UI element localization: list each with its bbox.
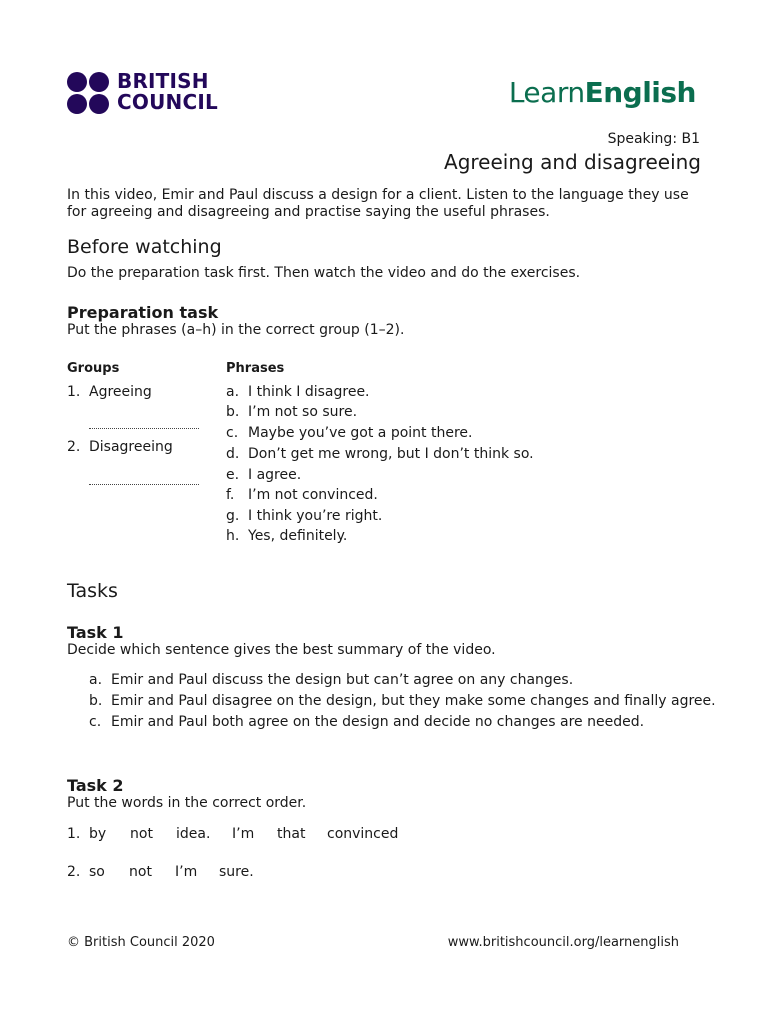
word: by: [89, 826, 107, 842]
logo-wordmark: [117, 71, 218, 113]
word: not: [129, 864, 152, 880]
phrases-label: Phrases: [226, 361, 285, 376]
logo-line-2: COUNCIL: [117, 90, 218, 114]
learn-logo-bold: English: [584, 76, 696, 109]
phrase-text: I think you’re right.: [248, 508, 383, 524]
task2-instruction: Put the words in the correct order.: [67, 795, 307, 811]
item-number: 1.: [67, 826, 81, 842]
phrase-letter: g.: [226, 508, 240, 524]
before-watching-heading: Before watching: [67, 236, 222, 258]
group-label: Disagreeing: [89, 439, 173, 455]
group-number: 2.: [67, 439, 81, 455]
phrase-letter: e.: [226, 467, 240, 483]
phrase-letter: c.: [226, 425, 239, 441]
logo-dot: [67, 72, 87, 92]
group-label: Agreeing: [89, 384, 152, 400]
word: I’m: [175, 864, 198, 880]
group-number: 1.: [67, 384, 81, 400]
phrase-letter: f.: [226, 487, 235, 503]
option-text: Emir and Paul discuss the design but can’t agree on any changes.: [111, 672, 574, 688]
phrase-text: Don’t get me wrong, but I don’t think so.: [248, 446, 534, 462]
groups-label: Groups: [67, 361, 120, 376]
task1-instruction: Decide which sentence gives the best summary of the video.: [67, 642, 496, 658]
learnenglish-logo: [509, 76, 696, 110]
option-letter: b.: [89, 693, 103, 709]
intro-text: In this video, Emir and Paul discuss a design for a client. Listen to the language they use for agreeing and disagreeing and practise saying the useful phrases.: [67, 187, 689, 220]
phrase-text: Yes, definitely.: [248, 528, 348, 544]
phrase-text: Maybe you’ve got a point there.: [248, 425, 473, 441]
word: I’m: [232, 826, 255, 842]
phrase-text: I’m not so sure.: [248, 404, 358, 420]
word: not: [130, 826, 153, 842]
phrase-text: I’m not convinced.: [248, 487, 378, 503]
phrase-text: I agree.: [248, 467, 302, 483]
logo-dot: [67, 94, 87, 114]
option-letter: c.: [89, 714, 102, 730]
logo-dot: [89, 72, 109, 92]
task2-heading: Task 2: [67, 776, 124, 795]
answer-line[interactable]: [89, 428, 199, 429]
phrase-letter: a.: [226, 384, 240, 400]
option-text: Emir and Paul disagree on the design, but they make some changes and finally agree.: [111, 693, 716, 709]
tasks-heading: Tasks: [67, 580, 118, 602]
copyright: © British Council 2020: [67, 935, 215, 950]
logo-line-1: BRITISH: [117, 69, 209, 93]
word: convinced: [327, 826, 399, 842]
phrase-letter: h.: [226, 528, 240, 544]
page-title: Agreeing and disagreeing: [444, 150, 701, 174]
logo-dot: [89, 94, 109, 114]
task1-heading: Task 1: [67, 623, 124, 642]
british-council-logo: [67, 69, 227, 116]
before-watching-text: Do the preparation task first. Then watch the video and do the exercises.: [67, 265, 581, 281]
word: sure.: [219, 864, 254, 880]
phrase-text: I think I disagree.: [248, 384, 370, 400]
preparation-task-heading: Preparation task: [67, 303, 219, 322]
learn-logo-light: Learn: [508, 76, 585, 109]
option-text: Emir and Paul both agree on the design and decide no changes are needed.: [111, 714, 645, 730]
answer-line[interactable]: [89, 484, 199, 485]
phrase-letter: d.: [226, 446, 240, 462]
footer-link[interactable]: www.britishcouncil.org/learnenglish: [447, 935, 679, 950]
word: idea.: [176, 826, 211, 842]
preparation-instruction: Put the phrases (a–h) in the correct group (1–2).: [67, 322, 405, 338]
phrase-letter: b.: [226, 404, 240, 420]
item-number: 2.: [67, 864, 81, 880]
word: so: [89, 864, 105, 880]
option-letter: a.: [89, 672, 103, 688]
level-label: Speaking: B1: [607, 131, 700, 147]
word: that: [277, 826, 306, 842]
